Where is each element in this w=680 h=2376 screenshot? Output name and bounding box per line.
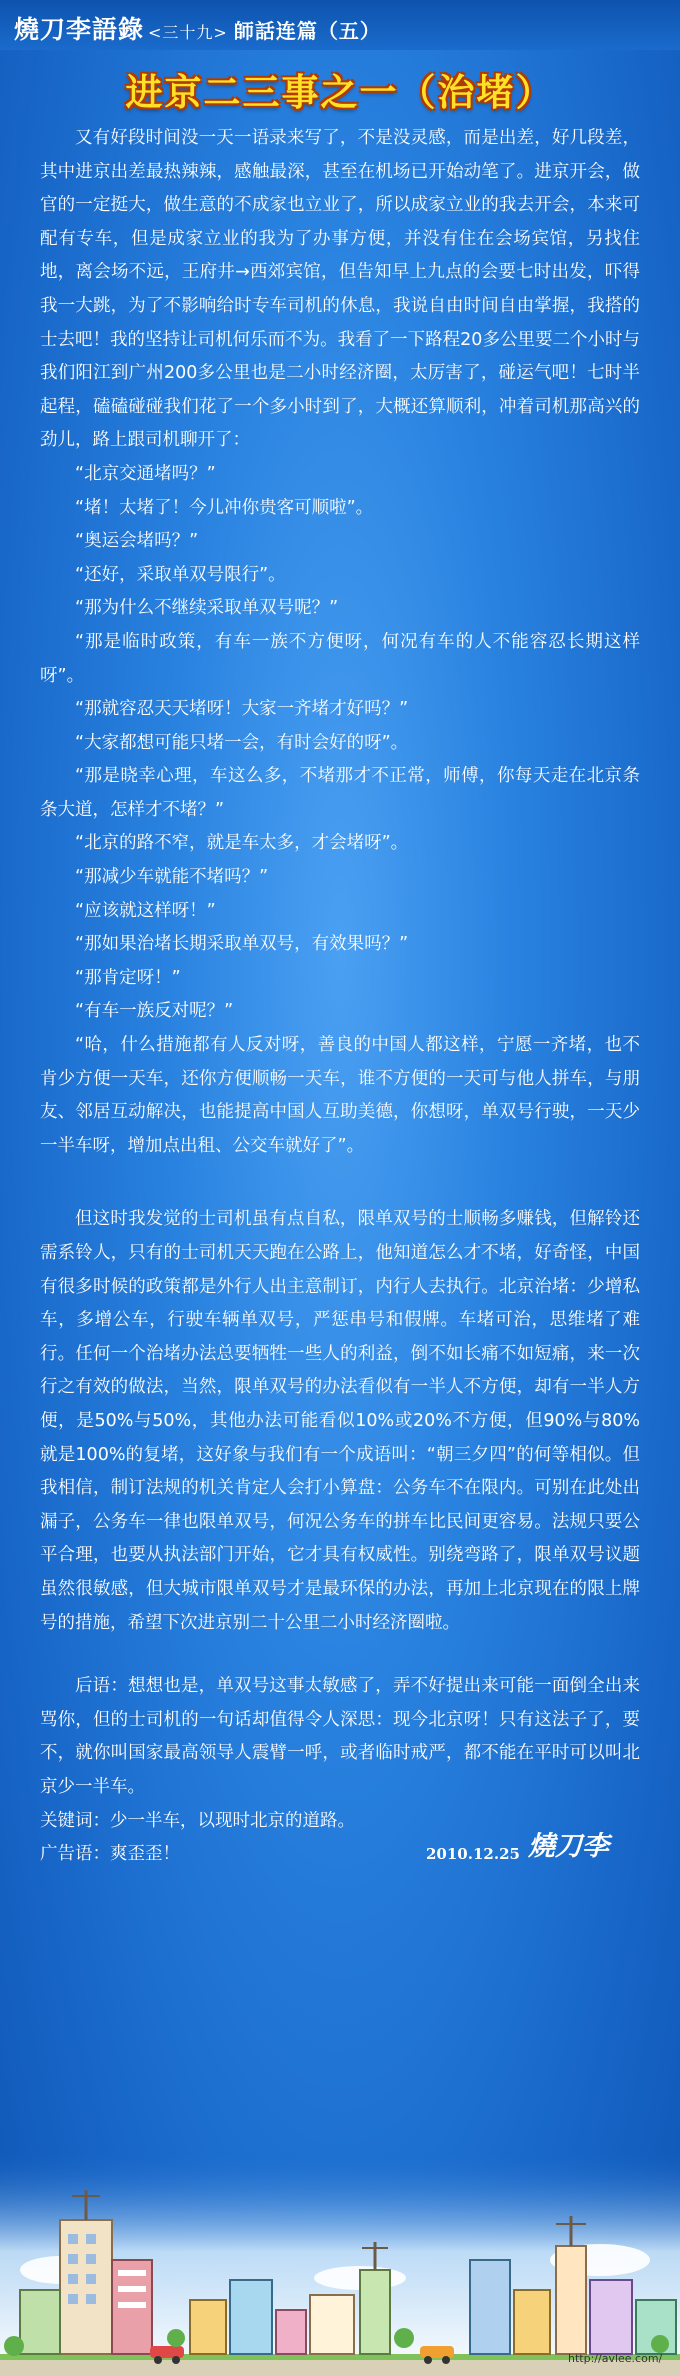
- dialogue-line: “哈，什么措施都有人反对呀，善良的中国人都这样，宁愿一齐堵，也不肯少方便一天车，还你方便顺畅一天车，谁不方便的一天可与他人拼车，与朋友、邻居互动解决，也能提高中国人互助美德，你想呀，单双号行驶，一天少一半车呀，增加点出租、公交车就好了”。: [40, 1035, 640, 1156]
- dialogue-line: “还好，采取单双号限行”。: [75, 564, 286, 585]
- dialogue-line: “那为什么不继续采取单双号呢？”: [75, 598, 339, 619]
- dialogue-line: “那就容忍天天堵呀！大家一齐堵才好吗？”: [75, 699, 409, 720]
- dialogue-line: “那肯定呀！”: [75, 967, 181, 988]
- issue-number: <三十九>: [148, 23, 228, 42]
- title-wrap: [0, 62, 680, 116]
- dialogue-line: “奥运会堵吗？”: [75, 531, 199, 552]
- brand-name: 燒刀李語錄: [14, 15, 145, 44]
- article-body: [40, 122, 640, 1872]
- footer-url: http://avlee.com/: [568, 2352, 663, 2365]
- article-title: 进京二三事之一（治堵）: [125, 71, 555, 114]
- analysis-paragraph: 但这时我发觉的士司机虽有点自私，限单双号的士顺畅多赚钱，但解铃还需系铃人，只有的士司机天天跑在公路上，他知道怎么才不堵，好奇怪，中国有很多时候的政策都是外行人出主意制订，内行人去执行。北京治堵：少增私车，多增公车，行驶车辆单双号，严惩串号和假牌。车堵可治，思维堵了难行。任何一个治堵办法总要牺牲一些人的利益，倒不如长痛不如短痛，来一次行之有效的做法，当然，限单双号的办法看似有一半人不方便，却有一半人方便，是50%与50%，其他办法可能看似10%或20%不方便，但90%与80%就是100%的复堵，这好象与我们有一个成语叫：“朝三夕四”的何等相似。但我相信，制订法规的机关肯定人会打小算盘：公务车不在限内。可别在此处出漏子，公务车一律也限单双号，何况公务车的拼车比民间更容易。法规只要公平合理，也要从执法部门开始，它才具有权威性。别绕弯路了，限单双号议题虽然很敏感，但大城市限单双号才是最环保的办法，再加上北京现在的限上牌号的措施，希望下次进京别二十公里二小时经济圈啦。: [40, 1209, 640, 1633]
- keywords-line: 关键词：少一半车，以现时北京的道路。: [40, 1810, 355, 1831]
- city-skyline-illustration: [0, 2150, 680, 2376]
- dialogue-line: “那减少车就能不堵吗？”: [75, 867, 269, 888]
- dialogue-line: “那是临时政策，有车一族不方便呀，何况有车的人不能容忍长期这样呀”。: [40, 631, 640, 686]
- date-stamp: 2010.12.25: [426, 1845, 520, 1864]
- dialogue-line: “北京交通堵吗？”: [75, 463, 216, 484]
- brand-header: [14, 10, 381, 46]
- ad-line: 广告语：爽歪歪！: [40, 1844, 180, 1865]
- signature-row: [40, 1831, 640, 1872]
- author-signature: 燒刀李: [528, 1831, 609, 1863]
- dialogue-line: “大家都想可能只堵一会，有时会好的呀”。: [75, 732, 409, 753]
- intro-paragraph: 又有好段时间没一天一语录来写了，不是没灵感，而是出差，好几段差，其中进京出差最热辣辣，感触最深，甚至在机场已开始动笔了。进京开会，做官的一定挺大，做生意的不成家也立业了，所以成家立业的我去开会，本来可配有专车，但是成家立业的我为了办事方便，并没有住在会场宾馆，另找住地，离会场不远，王府井→西郊宾馆，但告知早上九点的会要七时出发，吓得我一大跳，为了不影响给时专车司机的休息，我说自由时间自由掌握，我搭的士去吧！我的坚持让司机何乐而不为。我看了一下路程20多公里要二个小时与我们阳江到广州200多公里也是二小时经济圈，太厉害了，碰运气吧！七时半起程，磕磕碰碰我们花了一个多小时到了，大概还算顺利，冲着司机那高兴的劲儿，路上跟司机聊开了：: [40, 128, 640, 451]
- series-name: 師話连篇（五）: [233, 19, 381, 43]
- afterword-paragraph: 后语：想想也是，单双号这事太敏感了，弄不好提出来可能一面倒全出来骂你，但的士司机的一句话却值得令人深思：现今北京呀！只有这法子了，要不，就你叫国家最高领导人震臂一呼，或者临时戒严，都不能在平时可以叫北京少一半车。: [40, 1676, 640, 1797]
- dialogue-line: “应该就这样呀！”: [75, 900, 216, 921]
- dialogue-line: “那如果治堵长期采取单双号，有效果吗？”: [75, 934, 409, 955]
- dialogue-line: “那是晓幸心理，车这么多，不堵那才不正常，师傅，你每天走在北京条条大道，怎样才不堵？”: [40, 766, 640, 820]
- dialogue-line: “北京的路不窄，就是车太多，才会堵呀”。: [75, 833, 409, 854]
- dialogue-line: “有车一族反对呢？”: [75, 1001, 234, 1022]
- dialogue-line: “堵！太堵了！今儿冲你贵客可顺啦”。: [75, 497, 374, 518]
